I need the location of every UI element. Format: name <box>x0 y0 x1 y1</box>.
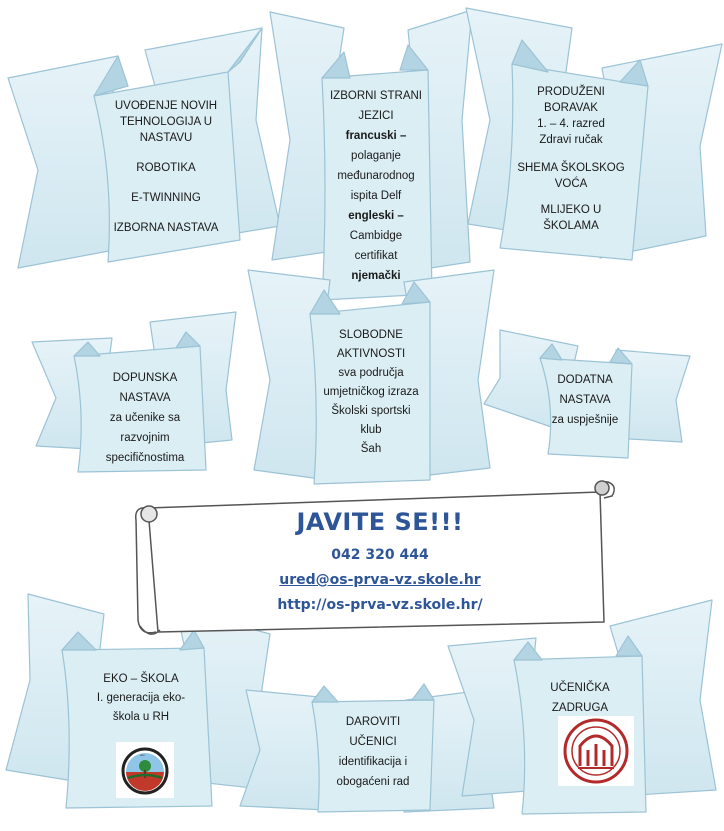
text-line: Školski sportski <box>331 405 411 417</box>
text-line: IZBORNI STRANI <box>329 90 422 102</box>
text-line: Zdravi ručak <box>539 134 603 146</box>
text-line: sva područja <box>338 367 404 379</box>
text-line: DAROVITI <box>345 716 401 728</box>
text-line: škola u RH <box>112 711 170 723</box>
text-line: DODATNA <box>557 374 613 386</box>
text-line: specifičnostima <box>105 452 185 464</box>
text-line: MLIJEKO U <box>540 204 602 216</box>
call-to-action-title: JAVITE SE!!! <box>296 508 464 536</box>
text-line <box>104 146 228 160</box>
phone-number[interactable]: 042 320 444 <box>331 547 429 563</box>
text-line: SLOBODNE <box>339 329 403 341</box>
text-line: DOPUNSKA <box>112 372 178 384</box>
text-line: identifikacija i <box>338 756 408 768</box>
text-line: ZADRUGA <box>551 702 609 714</box>
text-line: BORAVAK <box>544 102 598 114</box>
contact-block <box>160 505 600 617</box>
text-line: UČENIČKA <box>550 682 610 694</box>
text-line: NASTAVU <box>139 132 193 144</box>
svg-text:eko: eko <box>140 753 145 757</box>
text-line: umjetničkog izraza <box>323 386 419 398</box>
card-eko <box>76 670 206 727</box>
text-line <box>104 176 228 190</box>
text-line: obogaćeni rad <box>336 776 410 788</box>
text-line: UČENICI <box>349 736 397 748</box>
text-line: za učenike sa <box>109 412 181 424</box>
text-line: njemački <box>351 270 401 282</box>
text-line: UVOĐENJE NOVIH <box>114 100 218 112</box>
card-ucenicka <box>520 678 640 718</box>
text-line: JEZICI <box>358 110 394 122</box>
text-line <box>508 192 634 202</box>
text-line: TEHNOLOGIJA U <box>119 116 213 128</box>
text-line: Cambidge <box>349 230 403 242</box>
text-line: 1. – 4. razred <box>537 118 605 130</box>
card-izborni <box>322 86 430 286</box>
text-line: EKO – ŠKOLA <box>103 673 179 685</box>
text-line: VOĆA <box>554 178 588 190</box>
text-line: NASTAVA <box>119 392 171 404</box>
text-line: polaganje <box>351 150 401 162</box>
text-line: PRODUŽENI <box>537 86 605 98</box>
text-line: ROBOTIKA <box>136 162 196 174</box>
card-slobodne <box>310 326 432 459</box>
card-daroviti <box>316 712 430 792</box>
text-line: francuski – <box>345 130 407 142</box>
text-line: klub <box>360 424 382 436</box>
text-line: Šah <box>360 443 382 455</box>
text-line: certifikat <box>354 250 398 262</box>
card-dopunska <box>86 368 204 468</box>
card-dodatna <box>540 370 630 430</box>
eko-skola-logo <box>116 742 174 798</box>
text-line <box>508 148 634 160</box>
card-produzeni <box>508 84 634 234</box>
ucenicka-zadruga-seal <box>558 716 634 786</box>
text-line: engleski – <box>348 210 404 222</box>
text-line: I. generacija eko- <box>96 692 186 704</box>
text-line: SHEMA ŠKOLSKOG <box>517 162 625 174</box>
email-link[interactable]: ured@os-prva-vz.skole.hr <box>279 572 481 588</box>
text-line: za uspješnije <box>551 414 619 426</box>
text-line: razvojnim <box>120 432 170 444</box>
text-line: međunarodnog <box>337 170 415 182</box>
text-line: ŠKOLAMA <box>543 220 599 232</box>
text-line: AKTIVNOSTI <box>336 348 406 360</box>
card-uvodenje <box>104 98 228 236</box>
text-line: E-TWINNING <box>131 192 201 204</box>
website-link[interactable]: http://os-prva-vz.skole.hr/ <box>277 597 483 613</box>
text-line: IZBORNA NASTAVA <box>113 222 219 234</box>
text-line: ispita Delf <box>350 190 402 202</box>
text-line: NASTAVA <box>559 394 611 406</box>
text-line <box>104 206 228 220</box>
